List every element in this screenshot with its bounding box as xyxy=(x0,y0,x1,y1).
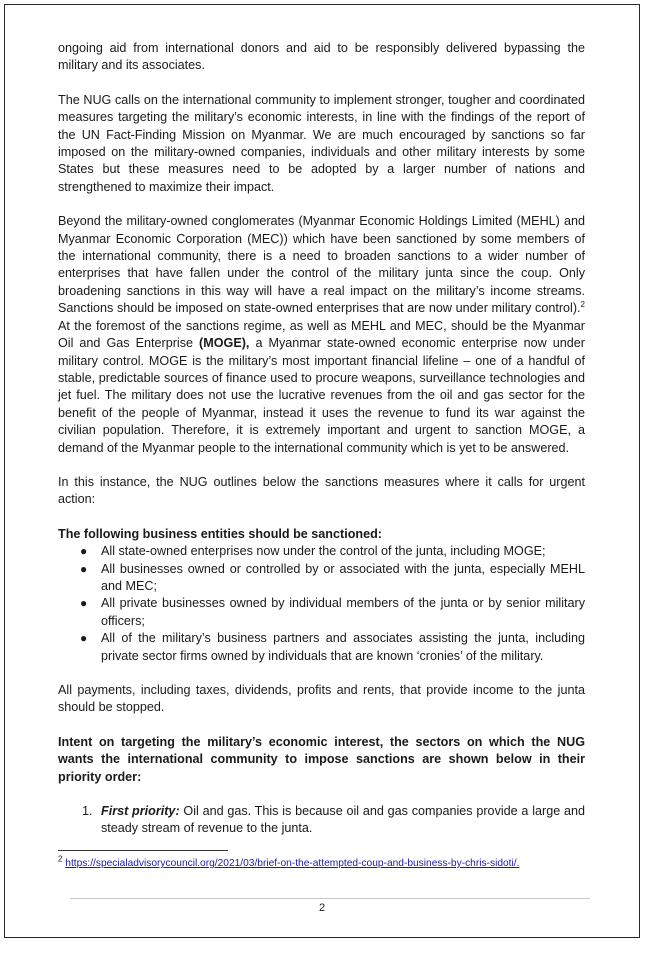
paragraph-text: a Myanmar state-owned economic enterprise now under military control. MOGE is the military’s most important financial lifeline – one of a handful of stable, predictable sources of finance used to procure weapons, surveillance technologies and jet fuel. The military does not use the lucrative revenues from the oil and gas sector for the benefit of the people of Myanmar, instead it uses the revenue to fund its war against the civilian population. Therefore, it is extremely important and urgent to sanction MOGE, a demand of the Myanmar people to the international community which is yet to be answered. xyxy=(58,336,585,455)
bullet-icon: ● xyxy=(80,561,88,576)
list-item xyxy=(58,543,585,560)
footnote-reference[interactable]: 2 xyxy=(580,300,585,310)
sectors-heading: Intent on targeting the military’s economic interest, the sectors on which the NUG wants the international community to impose sanctions are shown below in their priority order: xyxy=(58,734,585,784)
list-item-text: All private businesses owned by individual members of the junta or by senior military officers; xyxy=(101,596,585,628)
priority-list xyxy=(58,803,585,838)
paragraph-nug-call: The NUG calls on the international community to implement stronger, tougher and coordinated measures targeting the military’s economic interests, in line with the findings of the report of the UN Fact-Finding Mission on Myanmar. We are much encouraged by sanctions so far imposed on the military-owned companies, individuals and other military interests by some States but these measures need to be adopted by a larger number of nations and strengthened to maximize their impact. xyxy=(58,92,585,194)
list-item-text: All of the military’s business partners and associates assisting the junta, including private sector firms owned by individuals that are known ‘cronies’ of the military. xyxy=(101,631,585,663)
list-number: 1. xyxy=(82,804,93,819)
footnote xyxy=(58,854,558,870)
entities-heading: The following business entities should be sanctioned: xyxy=(58,526,382,541)
list-item xyxy=(58,561,585,596)
paragraph-instance: In this instance, the NUG outlines below the sanctions measures where it calls for urgent action: xyxy=(58,474,585,507)
bullet-icon: ● xyxy=(80,544,88,559)
moge-bold: (MOGE), xyxy=(199,336,250,351)
list-item-text: All businesses owned or controlled by or associated with the junta, especially MEHL and MEC; xyxy=(101,561,585,593)
list-item xyxy=(58,630,585,665)
page-number: 2 xyxy=(318,902,326,914)
footnote-divider xyxy=(58,850,228,851)
paragraph-aid: ongoing aid from international donors and aid to be responsibly delivered bypassing the military and its associates. xyxy=(58,41,585,73)
list-item xyxy=(58,803,585,838)
bullet-icon: ● xyxy=(80,631,88,646)
list-item-text: Oil and gas. This is because oil and gas companies provide a large and steady stream of revenue to the junta. xyxy=(101,804,585,836)
document-body xyxy=(58,40,585,838)
entities-list xyxy=(58,543,585,665)
paragraph-text: At the foremost of the sanctions regime, as well as MEHL and MEC, should be the Myanmar Oil and Gas Enterprise xyxy=(58,318,585,351)
footer-divider xyxy=(70,898,590,899)
list-item-text: All state-owned enterprises now under the control of the junta, including MOGE; xyxy=(101,544,546,559)
footnote-link[interactable]: https://specialadvisorycouncil.org/2021/03/brief-on-the-attempted-coup-and-business-by-chris-sidoti/. xyxy=(65,858,520,869)
footnote-marker: 2 xyxy=(58,854,63,864)
bullet-icon: ● xyxy=(80,596,88,611)
paragraph-broaden-sanctions xyxy=(58,213,585,457)
paragraph-text: Beyond the military-owned conglomerates (Myanmar Economic Holdings Limited (MEHL) and Myanmar Economic Corporation (MEC)) which have been sanctioned by some members of the international community, there is a need to broaden sanctions to a wider number of enterprises that have fallen under the control of the military junta since the coup. Only broadening sanctions in this way will have a real impact on the military’s income streams. Sanctions should be imposed on state-owned enterprises that are now under military control). xyxy=(58,214,585,316)
paragraph-payments: All payments, including taxes, dividends, profits and rents, that provide income to the junta should be stopped. xyxy=(58,683,585,715)
priority-label: First priority: xyxy=(101,804,180,819)
list-item xyxy=(58,595,585,630)
